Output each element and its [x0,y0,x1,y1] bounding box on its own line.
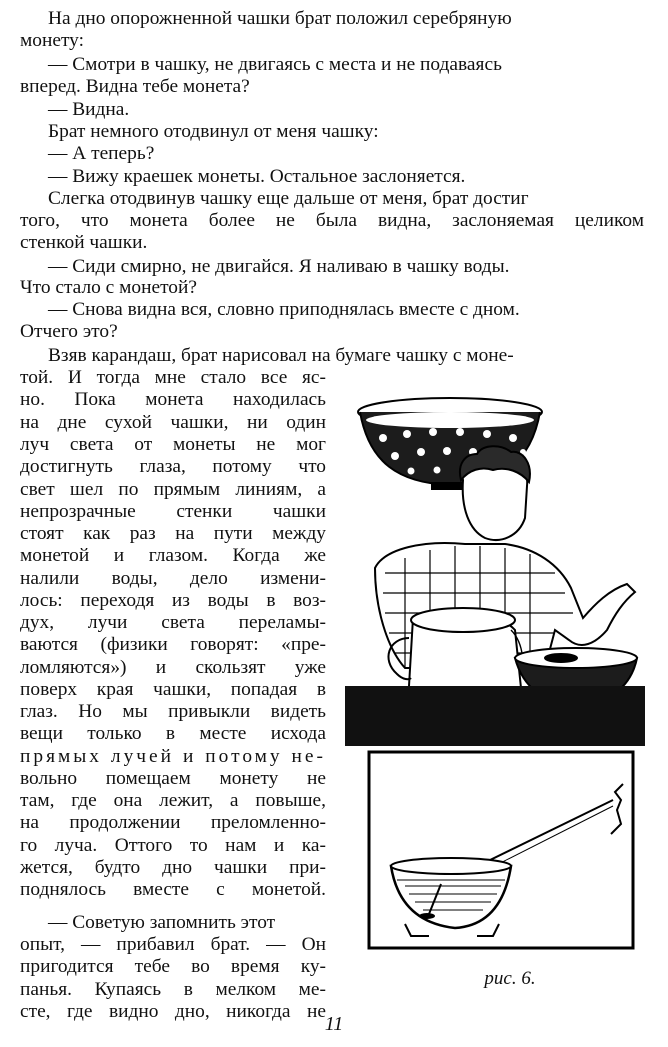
text-line: вольно помещаем монету не [20,768,326,789]
text-line: глаз. Но мы привыкли видеть [20,701,326,722]
text-line: вперед. Видна тебе монета? [20,76,250,97]
text-line: лось: переходя из воды в воз- [20,590,326,611]
text-line: вещи только в месте исхода [20,723,326,744]
figure-caption: рис. 6. [484,968,536,989]
coin-icon [419,913,435,919]
text-line: го луча. Оттого то нам и ка- [20,835,326,856]
text-line: Брат немного отодвинул от меня чашку: [48,121,379,142]
text-line: непрозрачные стенки чашки [20,501,326,522]
text-line: пригодится тебе во время ку- [20,956,326,977]
table-shape [345,686,645,746]
text-line: Слегка отодвинув чашку еще дальше от меня, брат достиг [48,188,529,209]
text-line: жется, будто дно чашки при- [20,857,326,878]
text-line: но. Пока монета находилась [20,389,326,410]
page-number: 11 [324,1013,344,1035]
text-line: стенкой чашки. [20,232,148,253]
text-line: Что стало с монетой? [20,277,197,298]
text-line: — А теперь? [48,143,155,164]
text-line: луч света от монеты не мог [20,434,326,455]
text-line: панья. Купаясь в мелком ме- [20,979,326,1000]
text-line: там, где она лежит, а повыше, [20,790,326,811]
text-line: прямых лучей и потому не- [20,746,326,767]
text-line: — Вижу краешек монеты. Остальное заслоняется. [48,166,466,187]
text-line: стоят как раз на пути между [20,523,326,544]
text-line: той. И тогда мне стало все яс- [20,367,326,388]
text-line: — Смотри в чашку, не двигаясь с места и не подаваясь [48,54,502,75]
text-line: монету: [20,30,84,51]
text-line: сте, где видно дно, никогда не [20,1001,326,1022]
figure-6 [345,368,645,989]
text-line: опыт, — прибавил брат. — Он [20,934,326,955]
text-line: поднялось вместе с монетой. [20,879,326,900]
text-line: Взяв карандаш, брат нарисовал на бумаге чашку с моне- [48,345,514,366]
text-line: — Сиди смирно, не двигайся. Я наливаю в чашку воды. [48,256,510,277]
text-line: свет шел по прямым линиям, а [20,479,326,500]
text-line: Отчего это? [20,321,118,342]
text-line: монетой и глазом. Когда же [20,545,326,566]
text-line: — Советую запомнить этот [48,912,276,933]
text-line: ваются (физики говорят: «пре- [20,634,326,655]
text-line: поверх края чашки, попадая в [20,679,326,700]
refraction-diagram [369,752,633,948]
text-line: На дно опорожненной чашки брат положил серебряную [48,8,512,29]
text-line: ломляются») и скользят уже [20,657,326,678]
text-line: дух, лучи света переламы- [20,612,326,633]
text-line: того, что монета более не была видна, заслоняемая целиком [20,210,644,231]
text-line: достигнуть глаза, потому что [20,456,326,477]
text-line: на дне сухой чашки, ни один [20,412,326,433]
text-line: на продолжении преломленно- [20,812,326,833]
text-line: — Снова видна вся, словно приподнялась вместе с дном. [48,299,520,320]
text-line: налили воды, дело измени- [20,568,326,589]
figure-illustration [345,368,645,954]
text-line: — Видна. [48,99,130,120]
